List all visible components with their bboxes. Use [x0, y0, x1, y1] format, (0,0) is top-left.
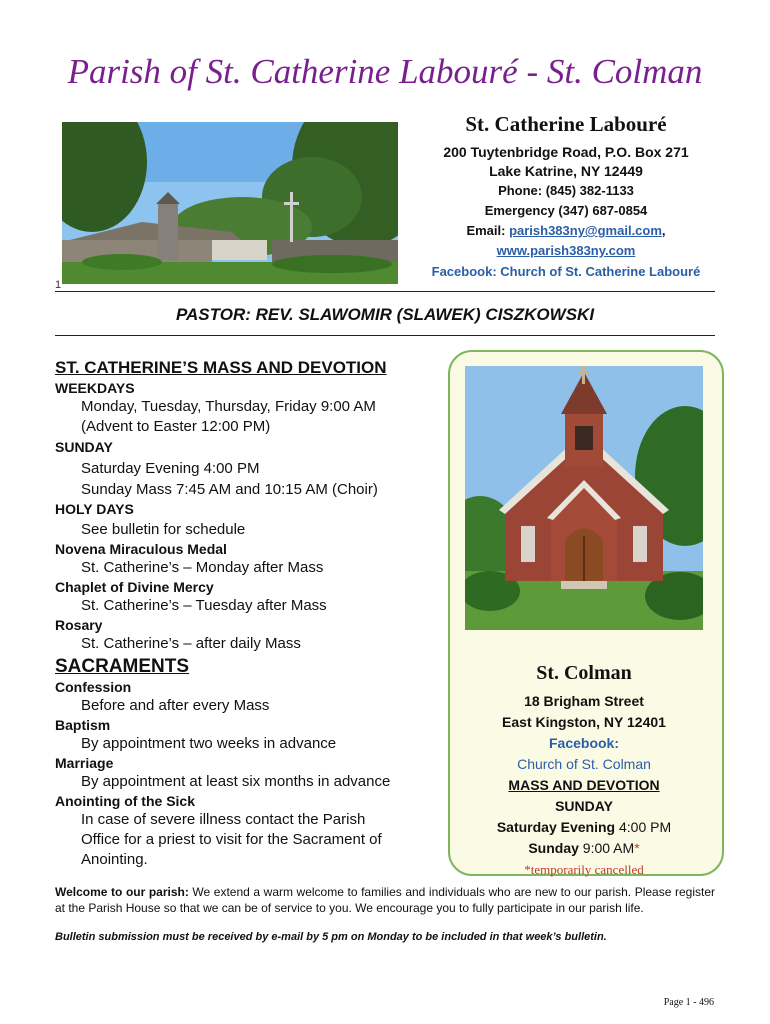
st-catherine-contact [418, 112, 714, 282]
anointing-line2: Office for a priest to visit for the Sacrament of [81, 831, 382, 848]
email-label: Email: [466, 223, 510, 238]
mass-heading: ST. CATHERINE’S MASS AND DEVOTION [55, 358, 387, 377]
st-colman-church-photo [465, 366, 703, 630]
colman-facebook-link[interactable]: Church of St. Colman [517, 756, 651, 772]
email-suffix: , [661, 223, 666, 238]
page-title: Parish of St. Catherine Labouré - St. Colman [67, 52, 703, 91]
anointing-line1: In case of severe illness contact the Parish [81, 811, 366, 828]
anointing-label: Anointing of the Sick [55, 793, 195, 809]
chaplet-text: St. Catherine’s – Tuesday after Mass [81, 597, 327, 614]
colman-saturday-line [448, 817, 720, 838]
email-link[interactable]: parish383ny@gmail.com [509, 223, 662, 238]
divider-bottom [55, 335, 715, 336]
colman-note: *temporarily cancelled [524, 862, 644, 877]
page-number: Page 1 - 496 [663, 997, 714, 1008]
novena-label: Novena Miraculous Medal [55, 541, 227, 557]
baptism-text: By appointment two weeks in advance [81, 735, 337, 752]
schedule-column [55, 357, 410, 870]
divider-top [55, 291, 715, 292]
sacraments-heading: SACRAMENTS [55, 656, 190, 677]
sunday-label: SUNDAY [55, 439, 113, 455]
novena-text: St. Catherine’s – Monday after Mass [81, 559, 324, 576]
confession-text: Before and after every Mass [81, 697, 270, 714]
baptism-label: Baptism [55, 717, 111, 733]
website-link[interactable]: www.parish383ny.com [496, 243, 636, 258]
colman-saturday-time: 4:00 PM [615, 819, 672, 835]
colman-sunday-line [448, 838, 720, 859]
welcome-label: Welcome to our parish: [55, 885, 189, 899]
st-catherine-church-photo [62, 122, 398, 284]
colman-address-line2: East Kingston, NY 12401 [502, 714, 666, 730]
weekdays-line1: Monday, Tuesday, Thursday, Friday 9:00 AM [81, 398, 376, 415]
st-colman-info [448, 662, 720, 880]
colman-mass-heading: MASS AND DEVOTION [508, 777, 660, 793]
st-catherine-name: St. Catherine Labouré [465, 112, 667, 136]
marriage-text: By appointment at least six months in advance [81, 773, 391, 790]
submission-notice: Bulletin submission must be received by e-mail by 5 pm on Monday to be included in that week’s bulletin. [55, 931, 607, 943]
anointing-line3: Anointing. [81, 851, 148, 868]
holy-days-label: HOLY DAYS [55, 501, 134, 517]
emergency-phone: Emergency (347) 687-0854 [484, 203, 648, 218]
email-line [418, 221, 714, 241]
colman-facebook-label: Facebook: [548, 735, 619, 751]
colman-sunday-day: Sunday [528, 840, 579, 856]
st-colman-name: St. Colman [536, 662, 632, 684]
holy-days-text: See bulletin for schedule [81, 521, 246, 538]
rosary-label: Rosary [55, 617, 103, 633]
weekdays-label: WEEKDAYS [55, 380, 135, 396]
image-marker: 1 [55, 279, 62, 291]
chaplet-label: Chaplet of Divine Mercy [55, 579, 214, 595]
colman-saturday-label: Saturday Evening [496, 819, 616, 835]
colman-address-line1: 18 Brigham Street [524, 693, 644, 709]
sunday-line1: Saturday Evening 4:00 PM [81, 460, 260, 477]
address-line1: 200 Tuytenbridge Road, P.O. Box 271 [443, 144, 689, 160]
welcome-paragraph [55, 884, 715, 916]
facebook-line: Facebook: Church of St. Catherine Labouré [431, 264, 701, 279]
colman-sunday-time: 9:00 AM [578, 840, 635, 856]
sunday-line2: Sunday Mass 7:45 AM and 10:15 AM (Choir) [81, 481, 378, 498]
colman-asterisk: * [634, 840, 640, 856]
welcome-text: We extend a warm welcome to families and individuals who are new to our parish. Please register at the Parish House so that we can be of service to you. We encourage you to fully participate in our parish life. [55, 885, 715, 915]
address-line2: Lake Katrine, NY 12449 [489, 163, 643, 179]
pastor-line: PASTOR: REV. SLAWOMIR (SLAWEK) CISZKOWSKI [175, 305, 595, 324]
phone: Phone: (845) 382-1133 [498, 183, 634, 198]
weekdays-line2: (Advent to Easter 12:00 PM) [81, 418, 271, 435]
confession-label: Confession [55, 679, 132, 695]
marriage-label: Marriage [55, 755, 114, 771]
colman-sunday-label: SUNDAY [555, 798, 613, 814]
rosary-text: St. Catherine’s – after daily Mass [81, 635, 301, 652]
